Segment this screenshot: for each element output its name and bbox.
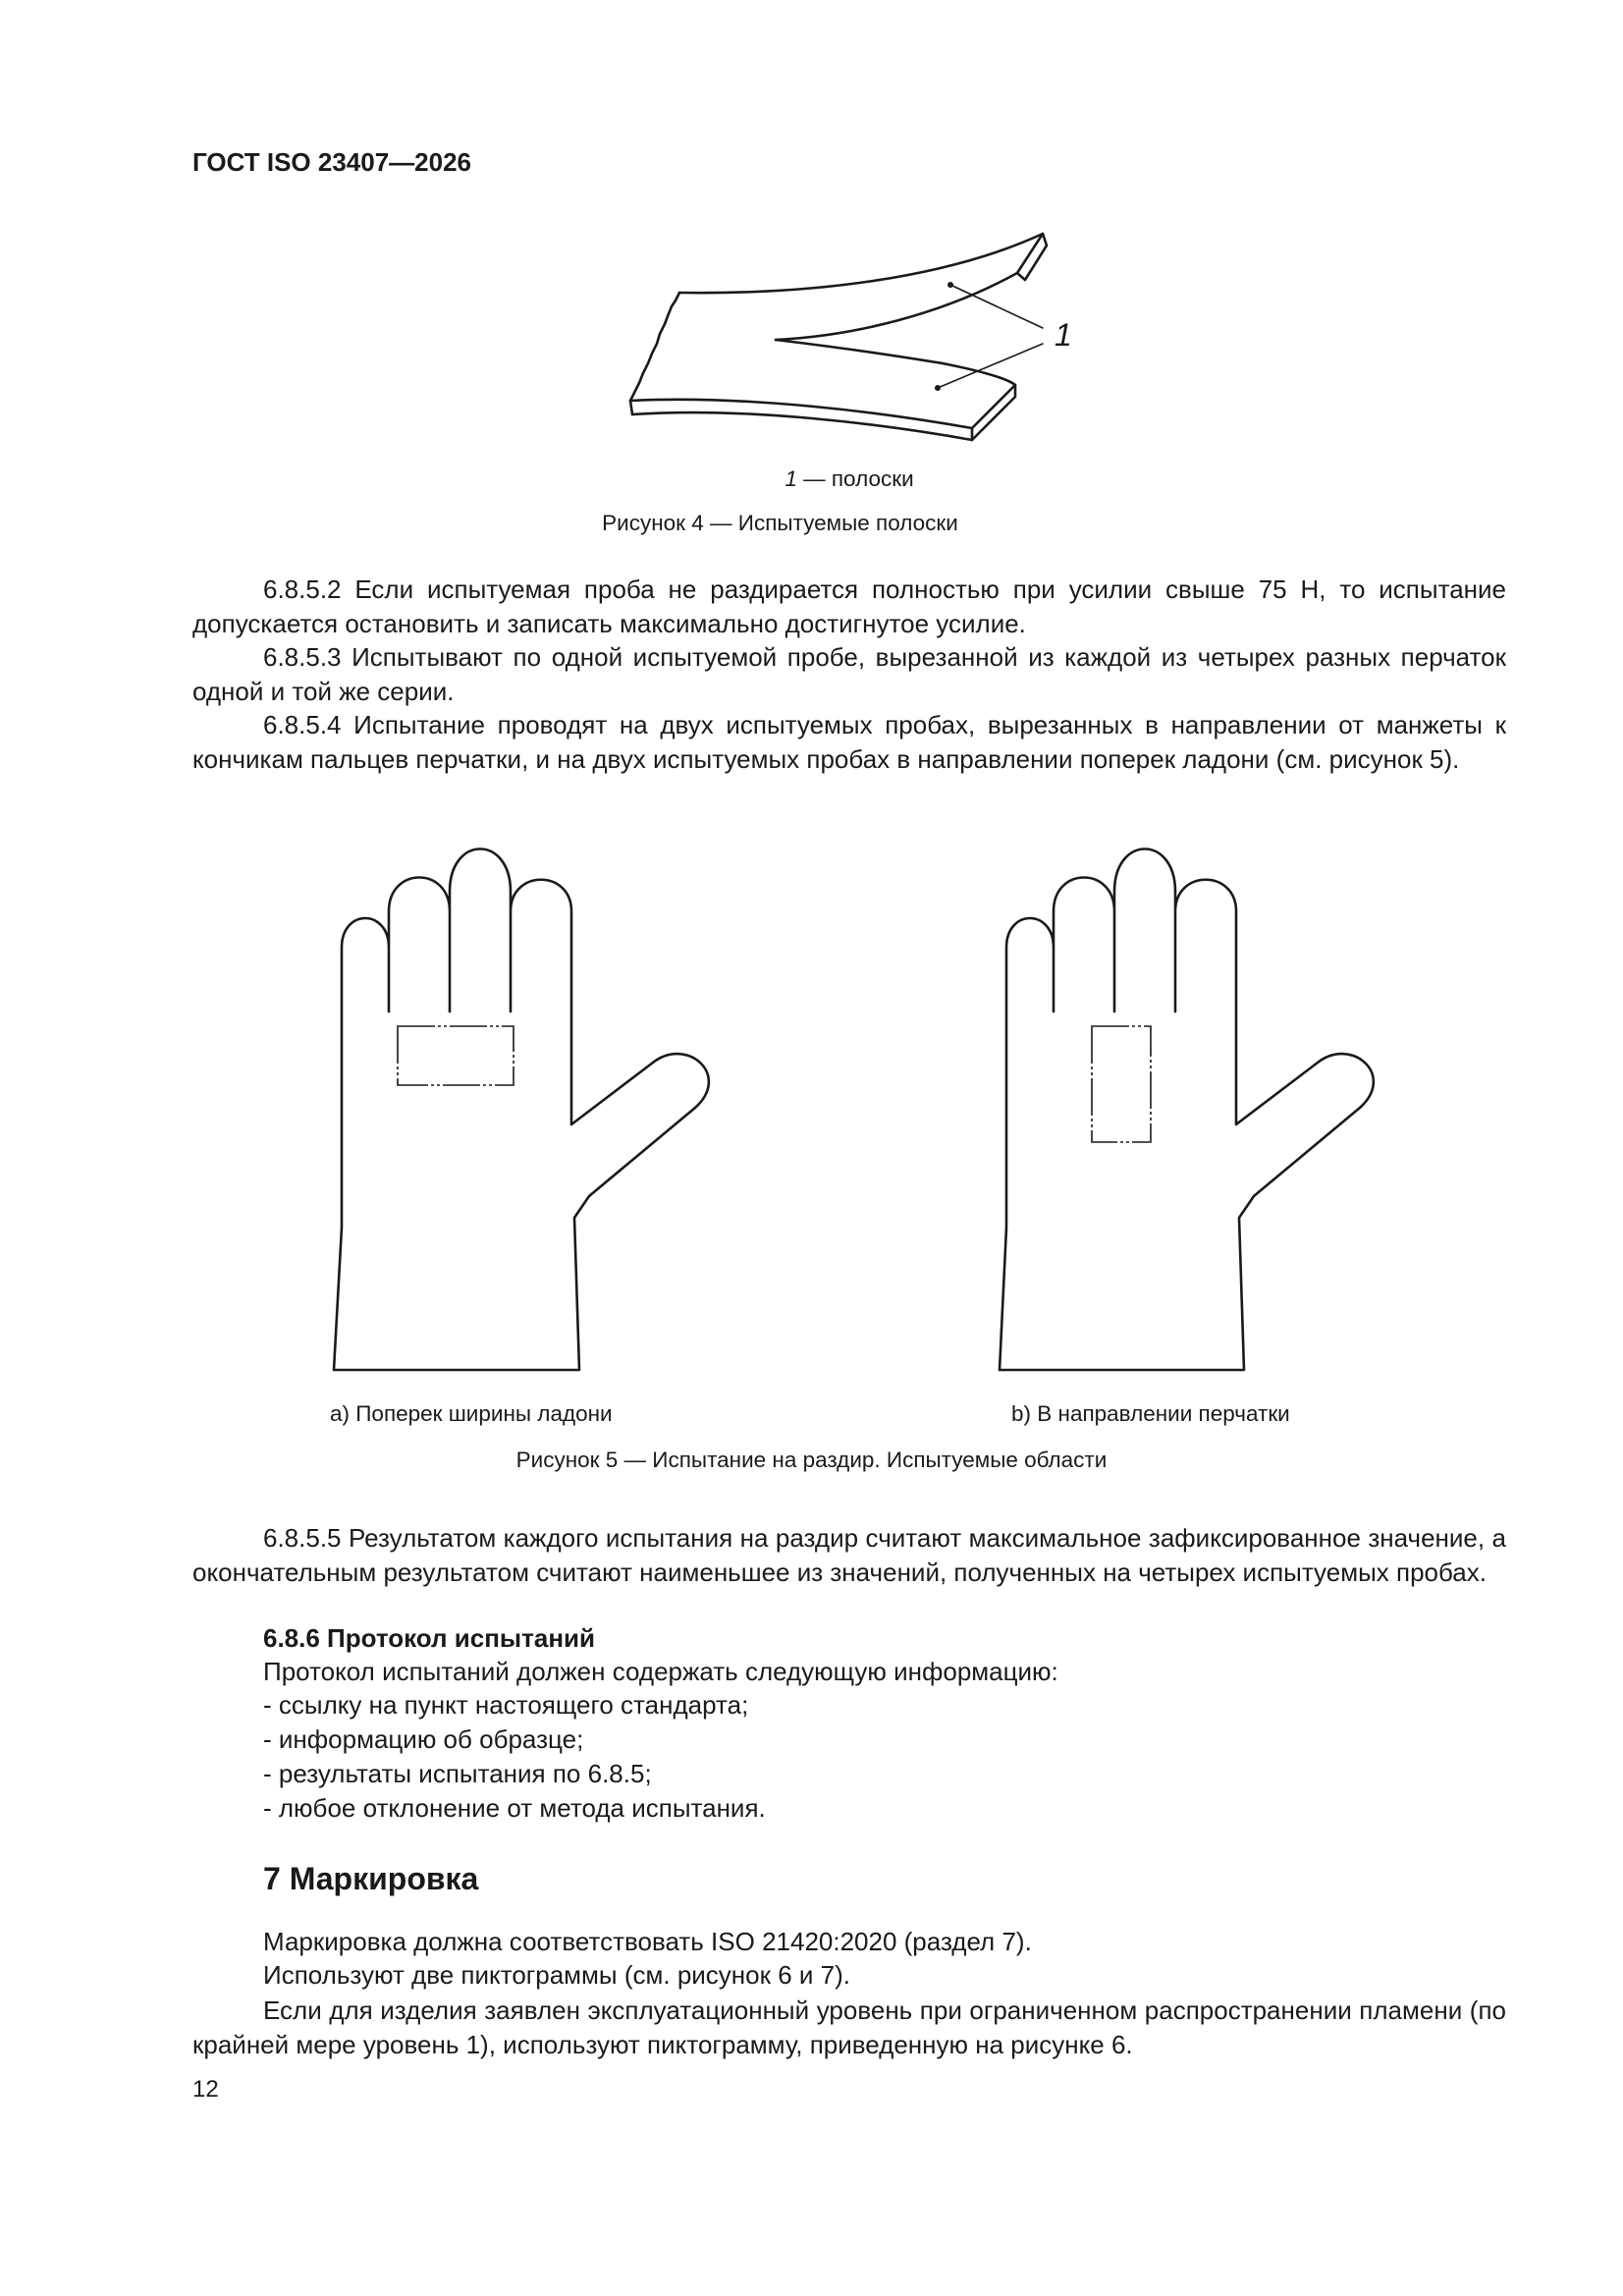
- section-7-paragraph: Если для изделия заявлен эксплуатационный уровень при ограниченном распространении пламени (по крайней мере уровень 1), используют пиктограмму, приведенную на рисунке 6.: [192, 1995, 1506, 2059]
- section-7-heading: 7 Маркировка: [263, 1861, 479, 1896]
- figure-5-caption: Рисунок 5 — Испытание на раздир. Испытуемые области: [515, 1448, 1108, 1472]
- figure-4-caption: Рисунок 4 — Испытуемые полоски: [602, 511, 958, 535]
- figure-5a-label: а) Поперек ширины ладони: [330, 1401, 613, 1426]
- legend-number: 1: [784, 466, 797, 491]
- protocol-intro: Протокол испытаний должен содержать следующую информацию:: [263, 1657, 1058, 1686]
- protocol-heading: 6.8.6 Протокол испытаний: [263, 1623, 595, 1653]
- protocol-list-item: - результаты испытания по 6.8.5;: [263, 1759, 652, 1788]
- figure-5b-glove-drawing: [992, 840, 1384, 1378]
- section-7-line: Маркировка должна соответствовать ISO 21420:2020 (раздел 7).: [263, 1927, 1032, 1956]
- protocol-list-item: - любое отклонение от метода испытания.: [263, 1793, 766, 1823]
- callout-number: 1: [1055, 317, 1072, 353]
- paragraph-6-8-5-4: 6.8.5.4 Испытание проводят на двух испытуемых пробах, вырезанных в направлении от манжеты к кончикам пальцев перчатки, и на двух испытуемых пробах в направлении поперек ладони (см. рисунок 5).: [192, 710, 1506, 774]
- figure-4-strips-drawing: [589, 216, 1139, 462]
- figure-5b-label: b) В направлении перчатки: [1011, 1401, 1290, 1426]
- page-number: 12: [192, 2076, 219, 2103]
- document-header: ГОСТ ISO 23407—2026: [192, 147, 472, 177]
- section-7-line: Используют две пиктограммы (см. рисунок 6 и 7).: [263, 1960, 850, 1990]
- paragraph-6-8-5-2: 6.8.5.2 Если испытуемая проба не раздирается полностью при усилии свыше 75 Н, то испытание допускается остановить и записать максимально достигнутое усилие.: [192, 574, 1506, 638]
- figure-4-legend: [0, 466, 1623, 492]
- legend-text: — полоски: [796, 466, 914, 491]
- protocol-list-item: - информацию об образце;: [263, 1724, 584, 1754]
- paragraph-6-8-5-5: 6.8.5.5 Результатом каждого испытания на раздир считают максимальное зафиксированное значение, а окончательным результатом считают наименьшее из значений, полученных на четырех испытуемых пробах.: [192, 1523, 1506, 1587]
- paragraph-6-8-5-3: 6.8.5.3 Испытывают по одной испытуемой пробе, вырезанной из каждой из четырех разных перчаток одной и той же серии.: [192, 642, 1506, 706]
- figure-5a-glove-drawing: [324, 840, 717, 1378]
- protocol-list-item: - ссылку на пункт настоящего стандарта;: [263, 1690, 749, 1720]
